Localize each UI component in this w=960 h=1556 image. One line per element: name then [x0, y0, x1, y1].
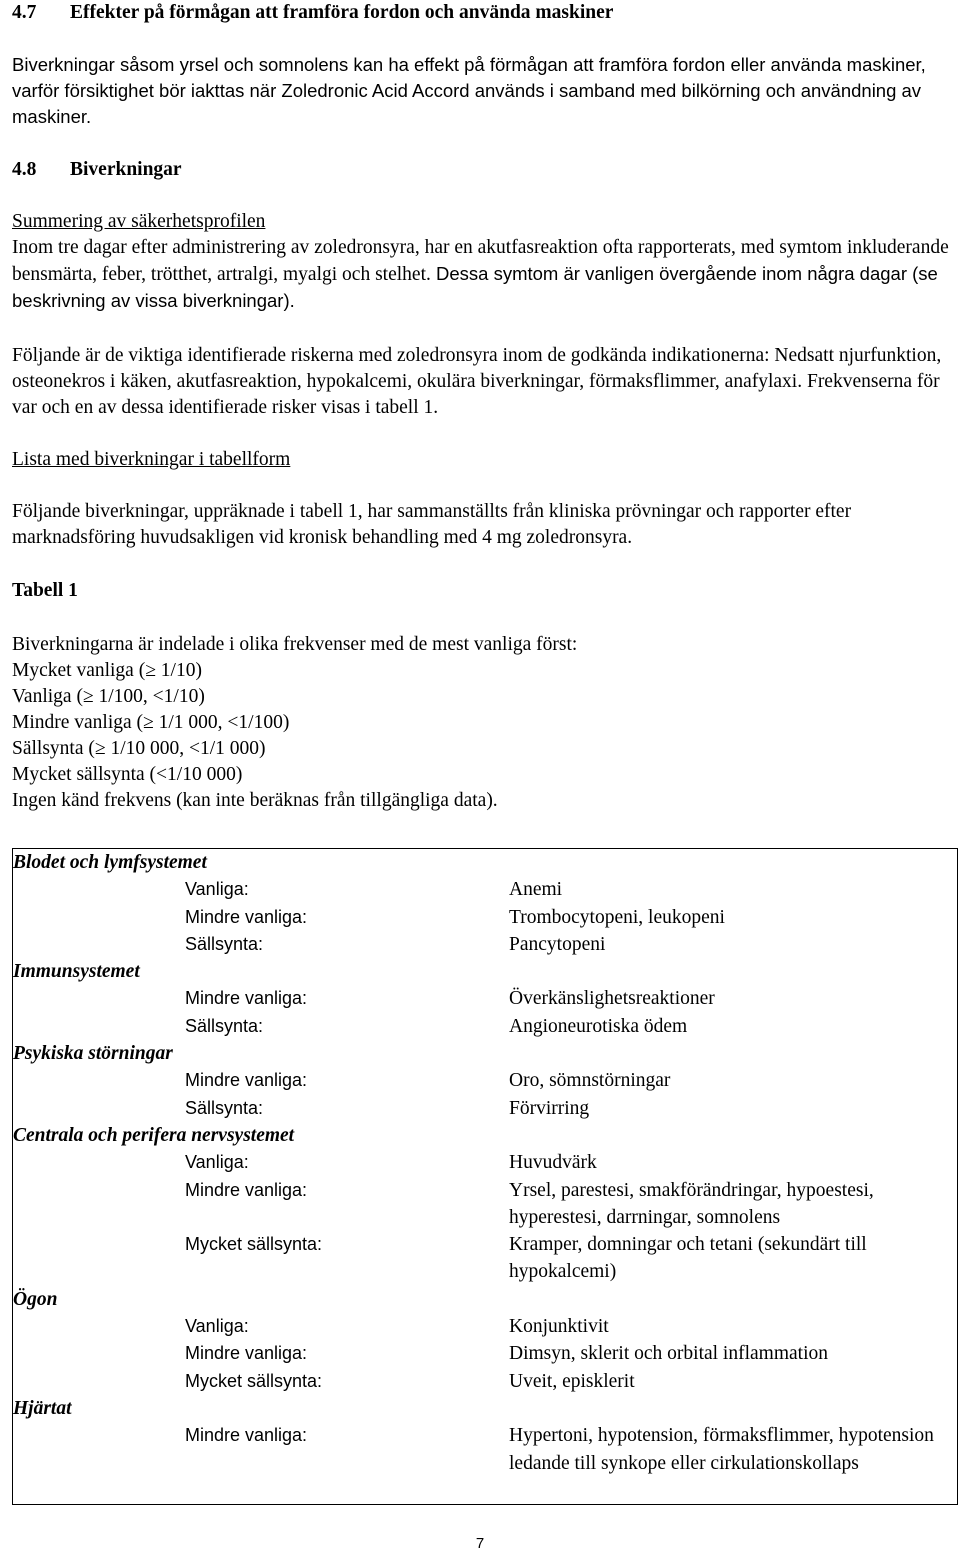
- frequency-cell: Sällsynta:: [185, 1097, 264, 1118]
- frequency-cell: Mycket sällsynta:: [185, 1234, 323, 1255]
- section-title: Biverkningar: [70, 159, 182, 180]
- table-category-row: [13, 1395, 958, 1422]
- page-number: 7: [475, 1535, 485, 1552]
- effect-cell: Huvudvärk: [509, 1152, 597, 1174]
- table-row: [13, 985, 958, 1012]
- section-title: Effekter på förmågan att framföra fordon och använda maskiner: [70, 2, 614, 23]
- frequency-line: Sällsynta (≥ 1/10 000, <1/1 000): [12, 738, 266, 759]
- effect-cell: Pancytopeni: [509, 933, 606, 955]
- frequency-intro: Biverkningarna är indelade i olika frekvenser med de mest vanliga först:: [12, 634, 578, 655]
- frequency-legend: [12, 632, 952, 814]
- table-row: [13, 1149, 958, 1176]
- effect-cell: Dimsyn, sklerit och orbital inflammation: [509, 1343, 828, 1365]
- frequency-cell: Mindre vanliga:: [185, 1425, 308, 1446]
- table-row: [13, 1067, 958, 1094]
- effect-cell: Anemi: [509, 879, 563, 901]
- frequency-line: Mycket vanliga (≥ 1/10): [12, 660, 202, 681]
- table-row: [13, 876, 958, 903]
- category-label: Ögon: [13, 1288, 58, 1310]
- table-row: [13, 904, 958, 931]
- table-row: [13, 1340, 958, 1367]
- section-4-8-heading: [12, 157, 952, 183]
- frequency-cell: Mindre vanliga:: [185, 1070, 308, 1091]
- list-intro: Följande biverkningar, uppräknade i tabell 1, har sammanställts från kliniska prövningar och rapporter efter marknadsföring huvudsakligen vid kronisk behandling med 4 mg zoledronsyra.: [12, 501, 852, 548]
- effect-cell: Hypertoni, hypotension, förmaksflimmer, hypotension ledande till synkope eller cirkulationskollaps: [509, 1425, 934, 1474]
- summary-heading: Summering av säkerhetsprofilen: [12, 211, 266, 232]
- effect-cell: Trombocytopeni, leukopeni: [509, 906, 725, 928]
- table-category-row: [13, 958, 958, 985]
- frequency-cell: Vanliga:: [185, 1316, 249, 1337]
- effect-cell: Förvirring: [509, 1097, 590, 1119]
- effect-cell: Konjunktivit: [509, 1316, 609, 1338]
- risks-paragraph: Följande är de viktiga identifierade riskerna med zoledronsyra inom de godkända indikationerna: Nedsatt njurfunktion, osteonekros i käken, akutfasreaktion, hypokalcemi, okulära biverkningar, förmaksflimmer, anafylaxi. Frekvenserna för var och en av dessa identifierade risker visas i tabell 1.: [12, 345, 942, 418]
- frequency-cell: Mindre vanliga:: [185, 1179, 308, 1200]
- table-category-row: [13, 849, 958, 877]
- table-row: [13, 1368, 958, 1395]
- frequency-cell: Mindre vanliga:: [185, 988, 308, 1009]
- section-4-7-heading: [12, 0, 952, 26]
- table-row: [13, 1231, 958, 1286]
- table-category-row: [13, 1286, 958, 1313]
- category-label: Psykiska störningar: [13, 1043, 173, 1065]
- table-title: Tabell 1: [12, 580, 78, 601]
- frequency-cell: Sällsynta:: [185, 1015, 264, 1036]
- table-row: [13, 1422, 958, 1477]
- summary-text-serif: Inom tre dagar efter administrering av zoledronsyra, har en akutfasreaktion ofta rapporterats, med symtom inkluderande bensmärta, feber, trötthet, artralgi, myalgi och stelhet.: [12, 237, 949, 285]
- safety-summary: [12, 209, 952, 315]
- frequency-cell: Mindre vanliga:: [185, 906, 308, 927]
- table-row: [13, 1313, 958, 1340]
- frequency-cell: Mycket sällsynta:: [185, 1370, 323, 1391]
- list-heading: Lista med biverkningar i tabellform: [12, 449, 291, 470]
- frequency-cell: Sällsynta:: [185, 933, 264, 954]
- frequency-cell: Mindre vanliga:: [185, 1343, 308, 1364]
- table-row: [13, 931, 958, 958]
- category-label: Centrala och perifera nervsystemet: [13, 1124, 295, 1146]
- table-row: [13, 1095, 958, 1122]
- section-4-7-body: Biverkningar såsom yrsel och somnolens kan ha effekt på förmågan att framföra fordon eller använda maskiner, varför försiktighet bör iakttas när Zoledronic Acid Accord används i samband med bilkörning och användning av maskiner.: [12, 54, 926, 127]
- table-row: [13, 1177, 958, 1232]
- summary-text: [12, 235, 952, 315]
- adverse-reactions-table: [12, 848, 958, 1505]
- frequency-line: Mindre vanliga (≥ 1/1 000, <1/100): [12, 712, 290, 733]
- table-category-row: [13, 1040, 958, 1067]
- category-label: Hjärtat: [13, 1397, 72, 1419]
- frequency-line: Mycket sällsynta (<1/10 000): [12, 764, 243, 785]
- effect-cell: Oro, sömnstörningar: [509, 1070, 671, 1092]
- effect-cell: Överkänslighetsreaktioner: [509, 988, 715, 1010]
- frequency-line: Ingen känd frekvens (kan inte beräknas från tillgängliga data).: [12, 790, 498, 811]
- table-row: [13, 1013, 958, 1040]
- category-label: Blodet och lymfsystemet: [13, 852, 207, 873]
- frequency-cell: Vanliga:: [185, 879, 249, 900]
- effect-cell: Kramper, domningar och tetani (sekundärt till hypokalcemi): [509, 1234, 867, 1283]
- effect-cell: Yrsel, parestesi, smakförändringar, hypoestesi, hyperestesi, darrningar, somnolens: [509, 1179, 874, 1228]
- section-number: 4.7: [12, 2, 37, 23]
- summary-text-sans: Dessa symtom är vanligen övergående inom några dagar (se beskrivning av vissa biverkningar).: [12, 263, 938, 311]
- frequency-cell: Vanliga:: [185, 1152, 249, 1173]
- frequency-line: Vanliga (≥ 1/100, <1/10): [12, 686, 205, 707]
- section-number: 4.8: [12, 159, 37, 180]
- effect-cell: Angioneurotiska ödem: [509, 1015, 688, 1037]
- table-category-row: [13, 1122, 958, 1149]
- category-label: Immunsystemet: [13, 961, 140, 983]
- effect-cell: Uveit, episklerit: [509, 1370, 635, 1392]
